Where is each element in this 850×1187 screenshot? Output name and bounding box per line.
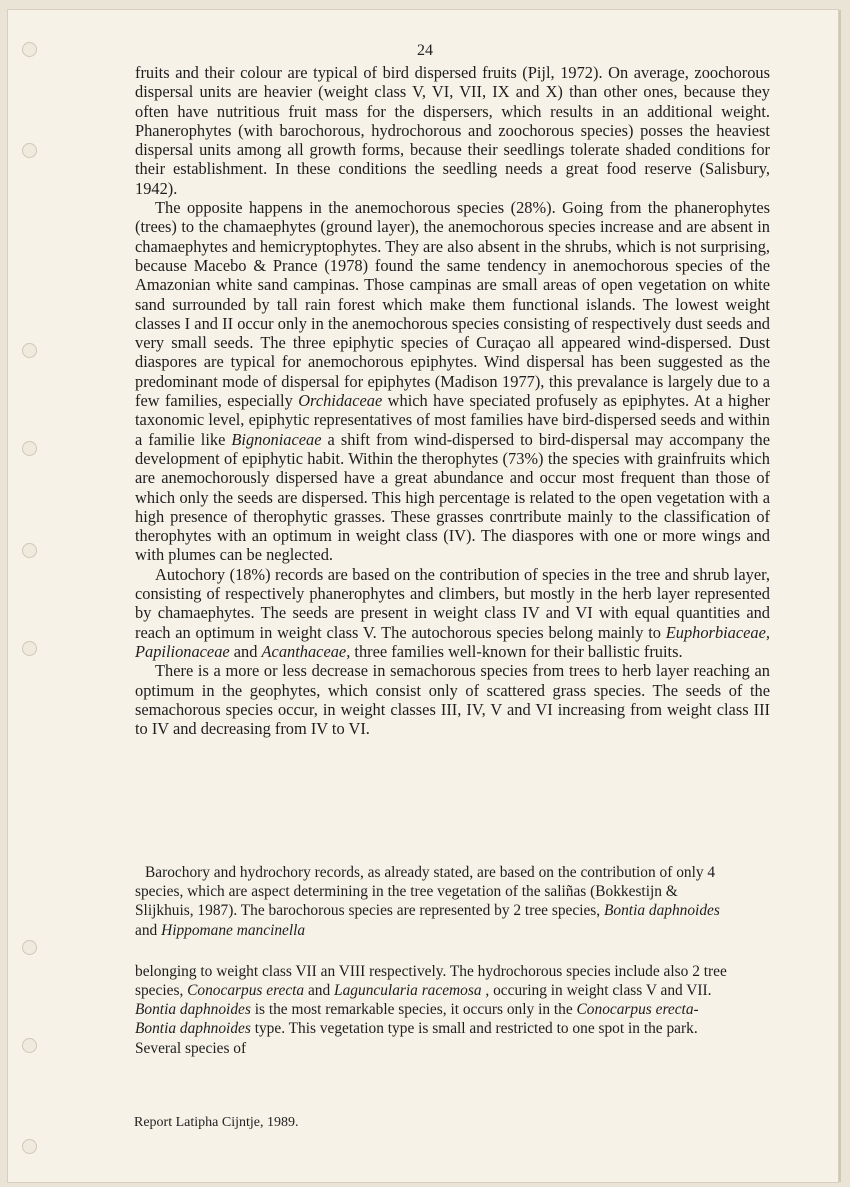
taxon-name: Euphorbiaceae, Papilionaceae: [135, 622, 770, 661]
lower-text: [135, 863, 735, 1058]
binder-hole: [22, 1038, 37, 1053]
paragraph-semachory: [135, 661, 770, 738]
main-text: [135, 63, 770, 738]
paragraph-text: type. This vegetation type is small and restricted to one spot in the park. Several species of: [135, 1020, 698, 1057]
paragraph-text: which have speciated profusely as epiphytes. At a higher taxonomic level, epiphytic representatives of most families have bird-dispersed seeds and within a familie like: [135, 391, 770, 449]
binder-hole: [22, 940, 37, 955]
paragraph-hydrochory: [135, 962, 735, 1058]
taxon-name: Bignoniaceae: [231, 429, 322, 449]
taxon-name: Acanthaceae,: [261, 641, 351, 661]
paragraph-text: Barochory and hydrochory records, as already stated, are based on the contribution of only 4 species, which are aspect determining in the tree vegetation of the saliñas (Bokkestijn & Slijkhuis, 1987). The barochorous species are represented by 2 tree species,: [135, 864, 716, 920]
paragraph-text: and: [135, 921, 162, 939]
binder-hole: [22, 1139, 37, 1154]
paragraph-autochory: [135, 565, 770, 661]
page-number: 24: [417, 42, 433, 59]
paragraph-text: is the most remarkable species, it occurs only in the: [250, 1001, 577, 1019]
binder-hole: [22, 343, 37, 358]
binder-hole: [22, 641, 37, 656]
taxon-name: Conocarpus erecta: [187, 982, 305, 1000]
paragraph-text: and: [304, 982, 335, 1000]
paragraph-text: and: [229, 641, 262, 661]
paragraph-anemochory: [135, 198, 770, 565]
paragraph-barochory: [135, 863, 735, 940]
paragraph-text: Autochory (18%) records are based on the contribution of species in the tree and shrub layer, consisting of respectively phanerophytes and climbers, but mostly in the herb layer represented by chamaephytes. The seeds are present in weight class IV and VI with equal quantities and reach an optimum in weight class V. The autochorous species belong mainly to: [135, 564, 770, 642]
taxon-name: Hippomane mancinella: [161, 921, 306, 939]
paragraph-bird-dispersal: [135, 63, 770, 198]
paragraph-text: The opposite happens in the anemochorous species (28%). Going from the phanerophytes (trees) to the chamaephytes (ground layer), the anemochorous species increase and are absent in chamaephytes and hemicryptophytes. They are also absent in the shrubs, which is not surprising, because Macebo & Prance (1978) found the same tendency in anemochorous species of the Amazonian white sand campinas. Those campinas are small areas of open vegetation on white sand surrounded by tall rain forest which make them functional islands. The lowest weight classes I and II occur only in the anemochorous species consisting of respectively dust seeds and very small seeds. The three epiphytic species of Curaçao all appeared wind-dispersed. Dust diaspores are typical for anemochorous epiphytes. Wind dispersal has been suggested as the predominant mode of dispersal for epiphytes (Madison 1977), this prevalance is largely due to a few families, especially: [135, 198, 770, 411]
taxon-name: Bontia daphnoides: [135, 1001, 251, 1019]
paragraph-text: three families well-known for their ballistic fruits.: [350, 641, 683, 661]
paragraph-text: There is a more or less decrease in semachorous species from trees to herb layer reaching an optimum in the geophytes, which consist only of scattered grass species. The seeds of the semachorous species occur, in weight classes III, IV, V and VI increasing from weight class III to IV and decreasing from IV to VI.: [135, 661, 770, 739]
taxon-name: Laguncularia racemosa: [334, 982, 482, 1000]
taxon-name: Bontia daphnoides: [604, 902, 720, 920]
taxon-name: Orchidaceae: [298, 391, 383, 411]
paragraph-text: fruits and their colour are typical of bird dispersed fruits (Pijl, 1972). On average, zoochorous dispersal units are heavier (weight class V, VI, VII, IX and X) than other ones, because they often have nutritious fruit mass for the dispersers, which results in an additional weight. Phanerophytes (with barochorous, hydrochorous and zoochorous species) posses the heaviest dispersal units among all growth forms, because their seedlings tolerate shaded conditions for their establishment. In these conditions the seedling needs a great food reserve (Salisbury, 1942).: [135, 63, 770, 198]
binder-hole: [22, 143, 37, 158]
paste-gap: [135, 940, 735, 962]
binder-hole: [22, 543, 37, 558]
paragraph-text: belonging to weight class VII an VIII respectively. The hydrochorous species include also 2 tree species,: [135, 962, 727, 1000]
paragraph-text: , occuring in weight class V and VII.: [481, 982, 712, 1000]
taxon-name: Conocarpus erecta-Bontia daphnoides: [135, 1001, 699, 1038]
paragraph-text: a shift from wind-dispersed to bird-dispersal may accompany the development of epiphytic habit. Within the therophytes (73%) the species with grainfruits which are anemochorously dispersed have a great abundance and occur most frequent than those of which only the seeds are dispersed. This high percentage is related to the open vegetation with a high presence of therophytic grasses. These grasses conrtribute mainly to the classification of therophytes with an optimum in weight class (IV). The diaspores with one or more wings and with plumes can be neglected.: [135, 429, 770, 565]
report-footer: Report Latipha Cijntje, 1989.: [134, 1115, 299, 1130]
binder-hole: [22, 441, 37, 456]
